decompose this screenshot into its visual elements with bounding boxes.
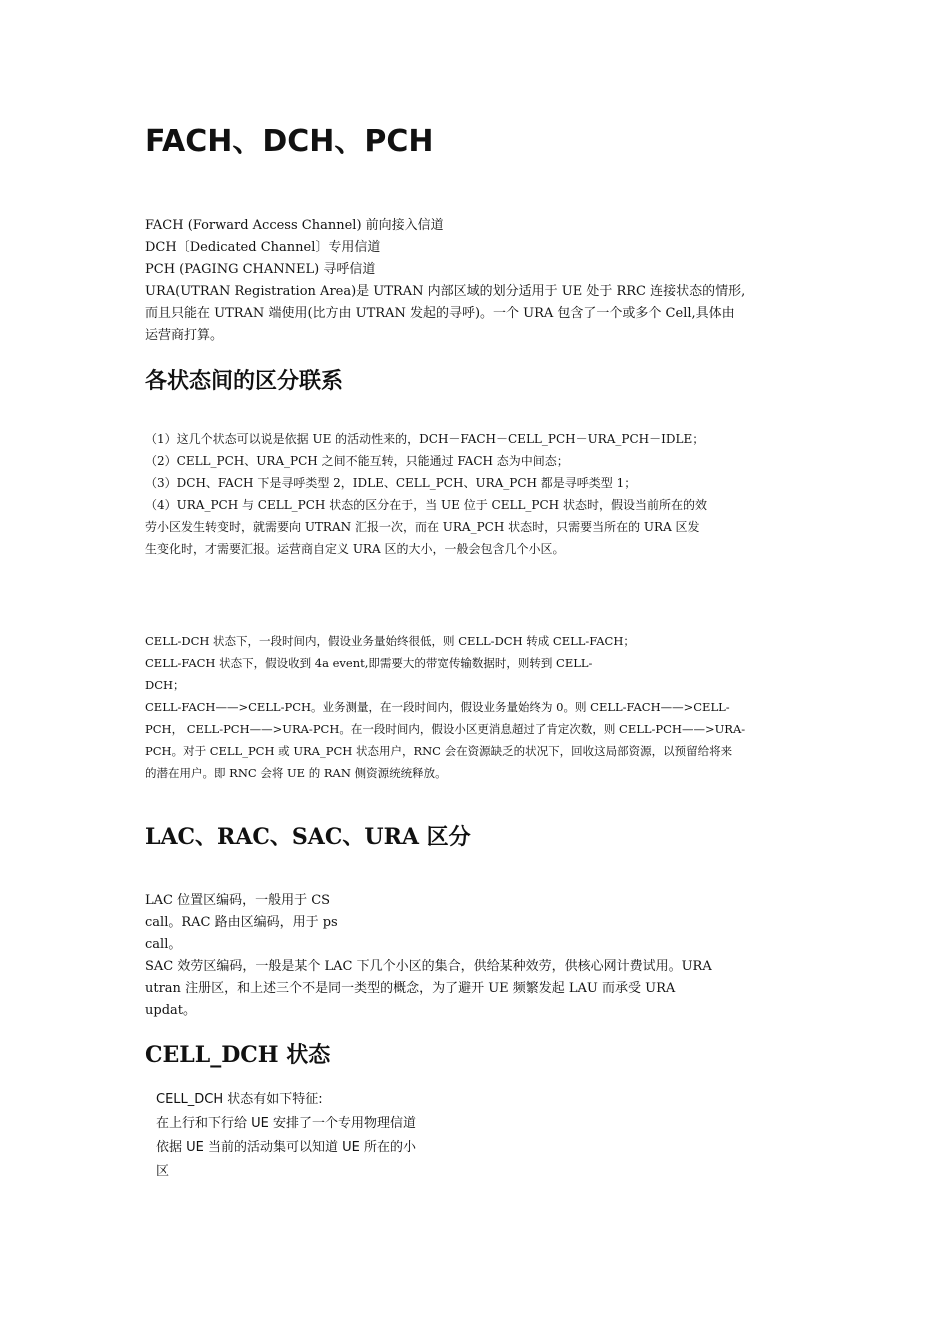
areas-line: LAC 位置区编码，一般用于 CS [145,893,331,908]
areas-line: SAC 效劳区编码，一般是某个 LAC 下几个小区的集合，供给某种效劳，供核心网计费试用。URA [145,959,712,974]
transitions-paragraph [145,630,810,784]
cell-dch-line: CELL_DCH 状态有如下特征: [156,1092,323,1107]
areas-line: utran 注册区，和上述三个不是同一类型的概念，为了避开 UE 频繁发起 LAU 而承受 URA [145,981,676,996]
cell-dch-line: 区 [156,1164,170,1179]
intro-line: DCH〔Dedicated Channel〕专用信道 [145,240,381,255]
section-heading-states: 各状态间的区分联系 [145,368,344,394]
intro-line: URA(UTRAN Registration Area)是 UTRAN 内部区域的划分适用于 UE 处于 RRC 连接状态的情形, [145,284,746,299]
intro-line: PCH (PAGING CHANNEL) 寻呼信道 [145,262,376,277]
states-paragraph [145,428,810,560]
cell-dch-line: 依据 UE 当前的活动集可以知道 UE 所在的小 [156,1140,416,1155]
intro-line: FACH (Forward Access Channel) 前向接入信道 [145,218,444,233]
transitions-line: CELL-FACH 状态下，假设收到 4a event,即需要大的带宽传输数据时，则转到 CELL- [145,656,593,670]
areas-line: call。RAC 路由区编码，用于 ps [145,915,338,930]
transitions-line: 的潜在用户。即 RNC 会将 UE 的 RAN 侧资源统统释放。 [145,766,447,780]
states-line: 生变化时，才需要汇报。运营商自定义 URA 区的大小，一般会包含几个小区。 [145,542,565,556]
areas-paragraph [145,890,810,1022]
section-heading-cell-dch: CELL_DCH 状态 [145,1042,331,1068]
cell-dch-line: 在上行和下行给 UE 安排了一个专用物理信道 [156,1116,416,1131]
section-heading-areas: LAC、RAC、SAC、URA 区分 [145,824,471,850]
transitions-line: PCH。对于 CELL_PCH 或 URA_PCH 状态用户，RNC 会在资源缺乏的状况下，回收这局部资源，以预留给将来 [145,744,733,758]
states-line: （2）CELL_PCH、URA_PCH 之间不能互转，只能通过 FACH 态为中间态； [145,454,569,468]
cell-dch-paragraph [156,1088,456,1184]
intro-paragraph [145,215,810,347]
states-line: （1）这几个状态可以说是依据 UE 的活动性来的，DCH－FACH－CELL_PCH－URA_PCH－IDLE； [145,432,705,446]
transitions-line: DCH； [145,678,185,692]
transitions-line: PCH， CELL-PCH——>URA-PCH。在一段时间内，假设小区更消息超过了肯定次数，则 CELL-PCH——>URA- [145,722,746,736]
page-title: FACH、DCH、PCH [145,124,434,159]
areas-line: call。 [145,937,182,952]
intro-line: 运营商打算。 [145,328,224,343]
intro-line: 而且只能在 UTRAN 端使用(比方由 UTRAN 发起的寻呼)。一个 URA 包含了一个或多个 Cell,具体由 [145,306,735,321]
states-line: （3）DCH、FACH 下是寻呼类型 2，IDLE、CELL_PCH、URA_PCH 都是寻呼类型 1； [145,476,637,490]
states-line: （4）URA_PCH 与 CELL_PCH 状态的区分在于，当 UE 位于 CELL_PCH 状态时，假设当前所在的效 [145,498,707,512]
transitions-line: CELL-DCH 状态下，一段时间内，假设业务量始终很低，则 CELL-DCH 转成 CELL-FACH； [145,634,635,648]
states-line: 劳小区发生转变时，就需要向 UTRAN 汇报一次，而在 URA_PCH 状态时，只需要当所在的 URA 区发 [145,520,700,534]
transitions-line: CELL-FACH——>CELL-PCH。业务测量，在一段时间内，假设业务量始终为 0。则 CELL-FACH——>CELL- [145,700,730,714]
areas-line: updat。 [145,1003,196,1018]
